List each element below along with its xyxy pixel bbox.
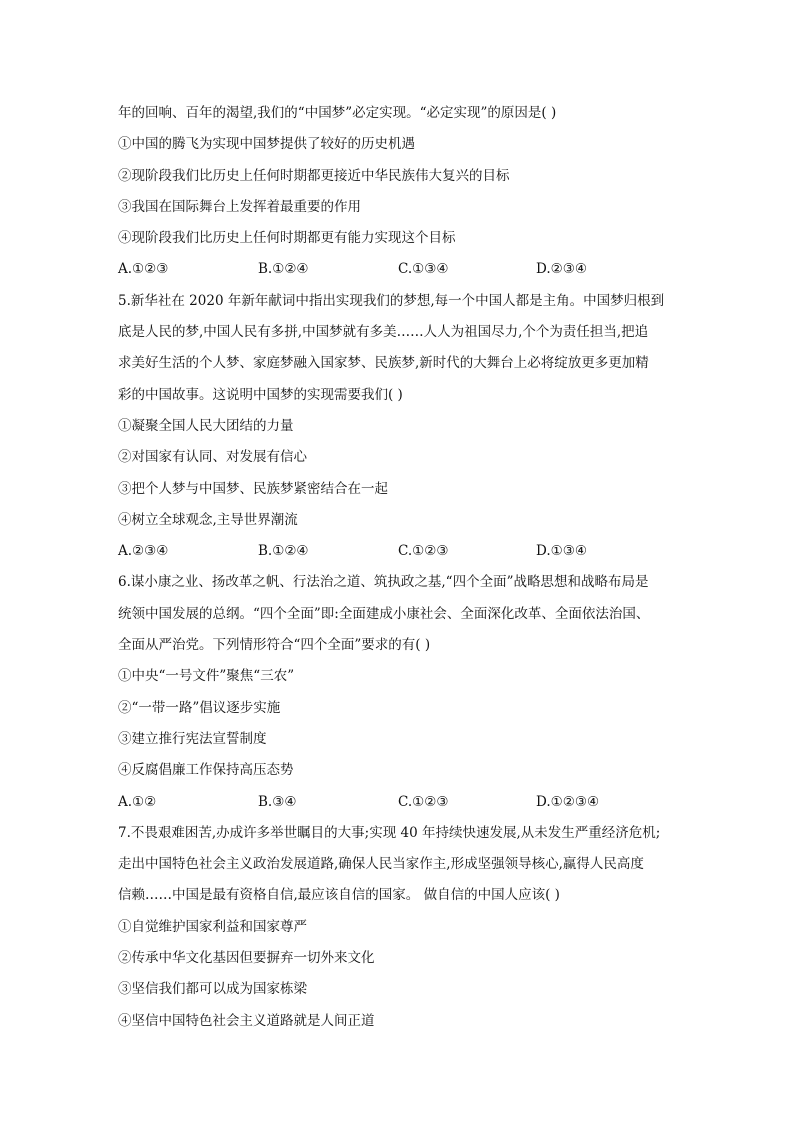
question-7-stem-line-3: 信赖……中国是最有资格自信,最应该自信的国家。 做自信的中国人应该( )	[118, 887, 560, 904]
question-4	[118, 100, 678, 288]
question-4-options	[118, 256, 678, 287]
question-4-option-d: D.②③④	[536, 261, 587, 278]
question-6-option-d: D.①②③④	[536, 793, 600, 810]
question-4-choice-3: ③我国在国际舞台上发挥着最重要的作用	[118, 198, 361, 215]
question-7-choice-3: ③坚信我们都可以成为国家栋梁	[118, 981, 307, 998]
question-7-choice-2: ②传承中华文化基因但要摒弃一切外来文化	[118, 950, 375, 967]
question-5-choice-3: ③把个人梦与中国梦、民族梦紧密结合在一起	[118, 480, 388, 497]
question-6	[118, 569, 678, 819]
exam-content	[118, 100, 678, 1039]
question-7-choice-4: ④坚信中国特色社会主义道路就是人间正道	[118, 1012, 375, 1029]
question-4-option-a: A.①②③	[118, 261, 169, 278]
question-6-choice-1: ①中央“一号文件”聚焦“三农”	[118, 668, 295, 685]
question-4-stem-line: 年的回响、百年的渴望,我们的“中国梦”必定实现。“必定实现”的原因是( )	[118, 105, 557, 121]
question-5	[118, 288, 678, 570]
question-5-option-c: C.①②③	[398, 543, 449, 560]
question-5-option-d: D.①③④	[536, 543, 587, 560]
question-4-option-c: C.①③④	[398, 261, 449, 278]
question-4-option-b: B.①②④	[258, 261, 309, 278]
question-5-choice-1: ①凝聚全国人民大团结的力量	[118, 417, 294, 434]
question-6-options	[118, 789, 678, 820]
question-4-choice-4: ④现阶段我们比历史上任何时期都更有能力实现这个目标	[118, 230, 456, 247]
question-6-option-c: C.①②③	[398, 793, 449, 810]
question-5-stem-line-1: 5.新华社在 2020 年新年献词中指出实现我们的梦想,每一个中国人都是主角。中国梦归根到	[118, 292, 665, 309]
question-6-option-b: B.③④	[258, 793, 297, 810]
question-4-choice-2: ②现阶段我们比历史上任何时期都更接近中华民族伟大复兴的目标	[118, 167, 510, 184]
question-7	[118, 820, 678, 1039]
question-5-option-a: A.②③④	[118, 543, 169, 560]
question-5-stem-line-3: 求美好生活的个人梦、家庭梦融入国家梦、民族梦,新时代的大舞台上必将绽放更多更加精	[118, 355, 649, 372]
question-6-stem-line-3: 全面从严治党。下列情形符合“四个全面”要求的有( )	[118, 637, 431, 654]
question-7-choice-1: ①自觉维护国家利益和国家尊严	[118, 918, 307, 935]
question-5-stem-line-4: 彩的中国故事。这说明中国梦的实现需要我们( )	[118, 386, 403, 403]
question-5-choice-4: ④树立全球观念,主导世界潮流	[118, 511, 298, 528]
question-6-stem-line-2: 统领中国发展的总纲。“四个全面”即:全面建成小康社会、全面深化改革、全面依法治国、	[118, 605, 650, 622]
question-4-choice-1: ①中国的腾飞为实现中国梦提供了较好的历史机遇	[118, 136, 415, 153]
question-5-options	[118, 538, 678, 569]
question-5-choice-2: ②对国家有认同、对发展有信心	[118, 449, 307, 466]
question-5-stem-line-2: 底是人民的梦,中国人民有多拼,中国梦就有多美……人人为祖国尽力,个个为责任担当,把追	[118, 324, 649, 341]
question-5-option-b: B.①②④	[258, 543, 309, 560]
question-7-stem-line-2: 走出中国特色社会主义政治发展道路,确保人民当家作主,形成坚强领导核心,赢得人民高度	[118, 856, 644, 873]
question-6-stem-line-1: 6.谋小康之业、扬改革之帆、行法治之道、筑执政之基,“四个全面”战略思想和战略布局是	[118, 574, 649, 591]
question-7-stem-line-1: 7.不畏艰难困苦,办成许多举世瞩目的大事;实现 40 年持续快速发展,从未发生严重经济危机;	[118, 824, 661, 841]
question-6-choice-3: ③建立推行宪法宣誓制度	[118, 730, 267, 747]
question-6-option-a: A.①②	[118, 793, 157, 810]
question-6-choice-2: ②“一带一路”倡议逐步实施	[118, 699, 281, 716]
question-6-choice-4: ④反腐倡廉工作保持高压态势	[118, 762, 294, 779]
